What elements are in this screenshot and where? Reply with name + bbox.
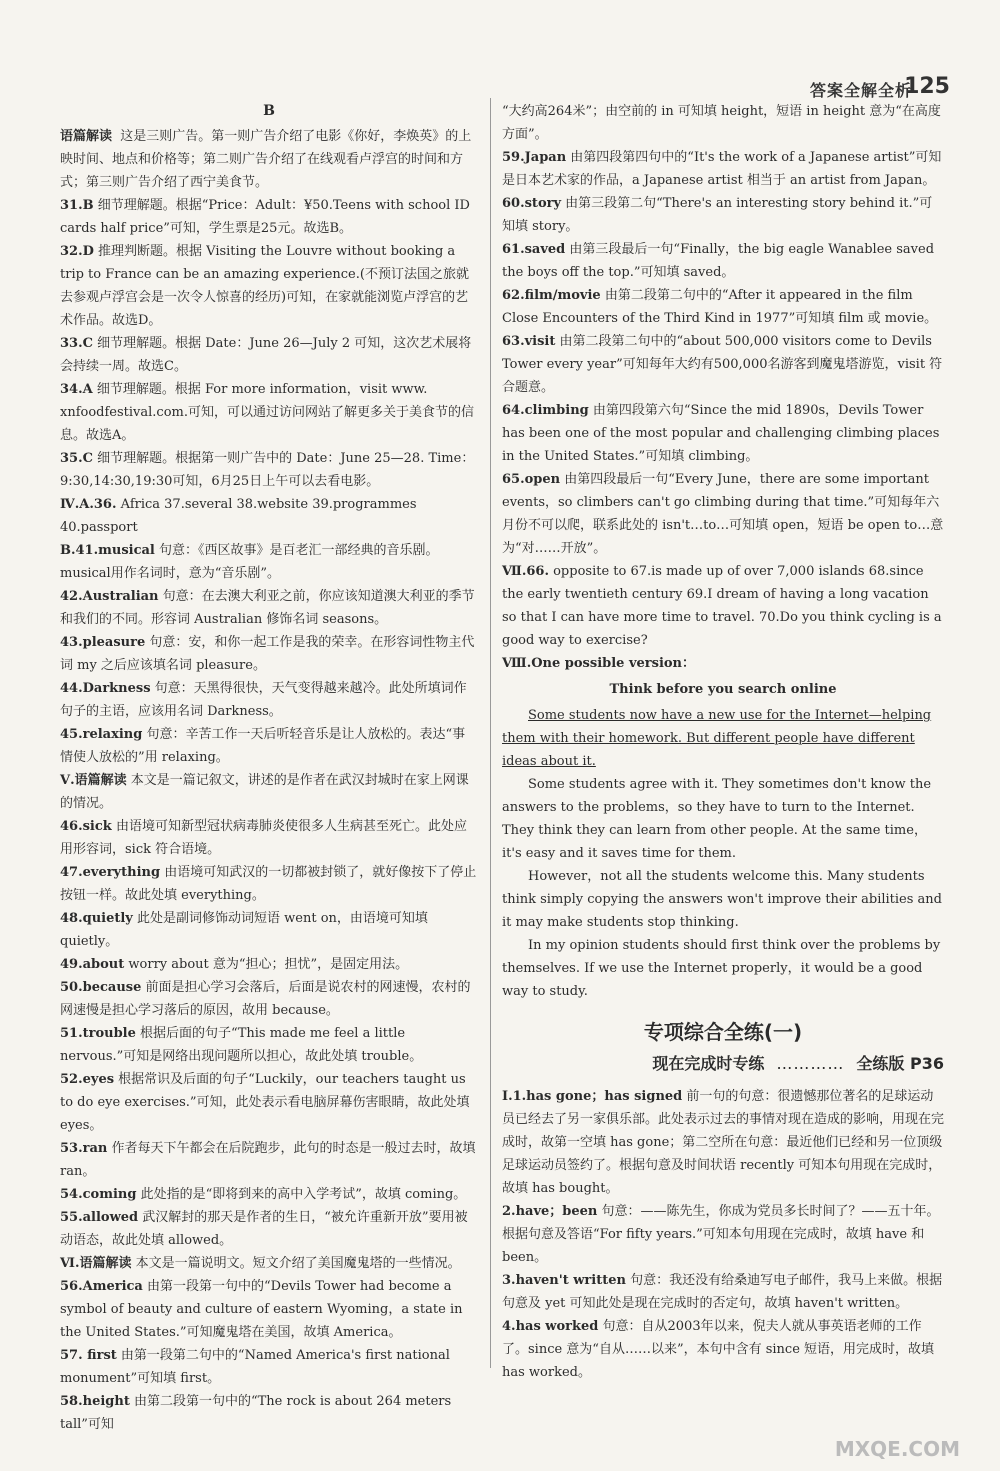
essay-paragraph: In my opinion students should first think over the problems by themselves. If we use the Internet properly，it would be a good way to study.: [502, 938, 941, 999]
answer-number: 60.story: [502, 196, 562, 211]
left-answer-list: [60, 194, 478, 1436]
answer-text: 此处指的是“即将到来的高中入学考试”，故填 coming。: [140, 1187, 467, 1202]
answer-text: 由第四段第四句中的“It's the work of a Japanese artist”可知是日本艺术家的作品，a Japanese artist 相当于 an artist from Japan。: [502, 150, 942, 188]
sub-dots: …………: [776, 1054, 845, 1073]
answer-text: 细节理解题。根据 For more information，visit www. xnfoodfestival.com.可知，可以通过访问网站了解更多关于美食节的信息。故选A。: [60, 382, 475, 443]
answer-item: [60, 493, 478, 539]
answer-text: 本文是一篇记叙文，讲述的是作者在武汉封城时在家上网课的情况。: [60, 773, 469, 811]
answer-item: [60, 378, 478, 447]
answer-item: [60, 953, 478, 976]
answer-text: “大约高264米”；由空前的 in 可知填 height，短语 in height 意为“在高度方面”。: [502, 104, 941, 142]
answer-number: 47.everything: [60, 865, 161, 880]
answer-text: 细节理解题。根据“Price：Adult：¥50.Teens with school ID cards half price”可知，学生票是25元。故选B。: [60, 198, 470, 236]
answer-item: [60, 1344, 478, 1390]
answer-number: 61.saved: [502, 242, 566, 257]
answer-item: [60, 332, 478, 378]
answer-number: 58.height: [60, 1394, 130, 1409]
exercise-answer-list: [502, 1085, 944, 1384]
answer-text: 由第三段第二句“There's an interesting story behind it.”可知填 story。: [502, 196, 933, 234]
answer-text: Africa 37.several 38.website 39.programmes 40.passport: [60, 497, 417, 535]
answer-number: 32.D: [60, 244, 94, 259]
answer-item: [60, 631, 478, 677]
answer-item: [60, 1137, 478, 1183]
page-number: 125: [904, 74, 950, 99]
answer-text: 推理判断题。根据 Visiting the Louvre without booking a trip to France can be an amazing experience.(不预订法国之旅就去参观卢浮宫会是一次令人惊喜的经历)可知，在家就能浏览卢浮宫的艺术作品。故选D。: [60, 244, 469, 328]
essay-paragraph: Some students agree with it. They sometimes don't know the answers to the problems，so they have to turn to the Internet. They think they can learn from other people. At the same time，it's easy and it saves time for them.: [502, 777, 932, 861]
answer-text: 句意：《西区故事》是百老汇一部经典的音乐剧。musical用作名词时，意为“音乐剧”。: [60, 543, 439, 581]
answer-number: 63.visit: [502, 334, 556, 349]
essay-title: Think before you search online: [609, 682, 837, 697]
answer-text: opposite to 67.is made up of over 7,000 islands 68.since the early twentieth century 69.I dream of having a long vacation so that I can have more time to travel. 70.Do you think cycling is a good way to exercise?: [502, 564, 942, 648]
answer-text: 由第三段最后一句“Finally，the big eagle Wanablee saved the boys off the top.”可知填 saved。: [502, 242, 935, 280]
answer-item: [502, 1085, 944, 1200]
answer-text: 句意：——陈先生，你成为党员多长时间了？——五十年。根据句意及答语“For fifty years.”可知本句用现在完成时，故填 have 和 been。: [502, 1204, 940, 1265]
sub-ref: 全练版 P36: [856, 1054, 944, 1073]
answer-item: [502, 652, 944, 675]
answer-number: 54.coming: [60, 1187, 137, 1202]
answer-item: [60, 194, 478, 240]
answer-item: [60, 447, 478, 493]
answer-number: Ⅷ.One possible version：: [502, 656, 696, 671]
section-b-title: B: [263, 103, 275, 119]
answer-number: Ⅶ.66.: [502, 564, 549, 579]
intro-label: 语篇解读: [60, 129, 113, 144]
answer-number: 55.allowed: [60, 1210, 139, 1225]
answer-item: [60, 1390, 478, 1436]
answer-text: 句意：安，和你一起工作是我的荣幸。在形容词性物主代词 my 之后应该填名词 pleasure。: [60, 635, 475, 673]
answer-text: 由语境可知新型冠状病毒肺炎使很多人生病甚至死亡。此处应用形容词，sick 符合语境。: [60, 819, 467, 857]
answer-number: 64.climbing: [502, 403, 589, 418]
answer-item: [60, 585, 478, 631]
answer-item: [60, 240, 478, 332]
answer-text: 由第四段第六句“Since the mid 1890s，Devils Tower has been one of the most popular and challenging climbing places in the United States.”可知填 climbing。: [502, 403, 940, 464]
answer-text: 由第一段第二句中的“Named America's first national monument”可知填 first。: [60, 1348, 450, 1386]
answer-item: [60, 861, 478, 907]
answer-text: 根据后面的句子“This made me feel a little nervous.”可知是网络出现问题所以担心，故此处填 trouble。: [60, 1026, 423, 1064]
answer-number: 45.relaxing: [60, 727, 143, 742]
answer-number: 31.B: [60, 198, 94, 213]
answer-text: 此处是副词修饰动词短语 went on，由语境可知填 quietly。: [60, 911, 428, 949]
answer-text: 由第二段第一句中的“The rock is about 264 meters tall”可知: [60, 1394, 452, 1432]
section-title: 专项综合全练(一): [643, 1020, 803, 1044]
answer-item: [60, 723, 478, 769]
answer-number: 57. first: [60, 1348, 117, 1363]
answer-text: 本文是一篇说明文。短文介绍了美国魔鬼塔的一些情况。: [135, 1256, 461, 1271]
answer-text: 句意：我还没有给桑迪写电子邮件，我马上来做。根据句意及 yet 可知此处是现在完成时的否定句，故填 haven't written。: [502, 1273, 943, 1311]
answer-text: 前面是担心学习会落后，后面是说农村的网速慢，农村的网速慢是担心学习落后的原因，故用 because。: [60, 980, 471, 1018]
answer-number: 35.C: [60, 451, 93, 466]
answer-number: Ⅰ.1.has gone；has signed: [502, 1089, 683, 1104]
answer-number: 33.C: [60, 336, 93, 351]
watermark-text: MXQE.COM: [834, 1437, 960, 1461]
answer-text: 作者每天下午都会在后院跑步，此句的时态是一般过去时，故填 ran。: [60, 1141, 476, 1179]
sub-title-row: [502, 1052, 944, 1075]
answer-text: 由第四段最后一句“Every June，there are some important events，so climbers can't go climbing during that time.”可知每年六月份不可以爬，联系此处的 isn't…to…可知填 open，短语 be open to…意为“对……开放”。: [502, 472, 944, 556]
answer-item: [60, 677, 478, 723]
answer-text: 句意：辛苦工作一天后听轻音乐是让人放松的。表达“事情使人放松的”用 relaxing。: [60, 727, 466, 765]
answer-text: 由第二段第二句中的“After it appeared in the film Close Encounters of the Third Kind in 1977”可知填 film 或 movie。: [502, 288, 938, 326]
answer-number: 4.has worked: [502, 1319, 599, 1334]
page-header: [0, 0, 1000, 110]
answer-number: 50.because: [60, 980, 142, 995]
answer-number: 48.quietly: [60, 911, 133, 926]
answer-text: 由第二段第二句中的“about 500,000 visitors come to Devils Tower every year”可知每年大约有500,000名游客到魔鬼塔游览，visit 符合题意。: [502, 334, 943, 395]
left-column: [60, 100, 478, 1436]
answer-text: 根据常识及后面的句子“Luckily，our teachers taught us to do eye exercises.”可知，此处表示看电脑屏幕伤害眼睛，故此处填 eyes。: [60, 1072, 470, 1133]
answer-number: 62.film/movie: [502, 288, 601, 303]
essay-paragraph: Some students now have a new use for the Internet—helping them with their homework. But different people have different ideas about it.: [502, 708, 932, 769]
answer-number: 51.trouble: [60, 1026, 136, 1041]
answer-item: [502, 1315, 944, 1384]
answer-text: 句意：自从2003年以来，倪夫人就从事英语老师的工作了。since 意为“自从……以来”，本句中含有 since 短语，用完成时，故填 has worked。: [502, 1319, 935, 1380]
answer-number: B.41.musical: [60, 543, 155, 558]
answer-text: 由语境可知武汉的一切都被封锁了，就好像按下了停止按钮一样。故此处填 everything。: [60, 865, 477, 903]
header-title: 答案全解全析: [809, 81, 912, 100]
answer-item: [502, 146, 944, 192]
watermark-logo: [770, 1385, 990, 1465]
answer-text: worry about 意为“担心；担忧”，是固定用法。: [128, 957, 409, 972]
answer-item: [502, 468, 944, 560]
answer-number: 2.have；been: [502, 1204, 598, 1219]
answer-item: [60, 539, 478, 585]
answer-item: [502, 238, 944, 284]
answer-number: 44.Darkness: [60, 681, 151, 696]
answer-item: [60, 1275, 478, 1344]
answer-number: 49.about: [60, 957, 125, 972]
answer-item: [60, 1252, 478, 1275]
answer-number: 43.pleasure: [60, 635, 146, 650]
answer-item: [502, 192, 944, 238]
answer-item: [60, 976, 478, 1022]
answer-text: 句意：天黑得很快，天气变得越来越冷。此处所填词作句子的主语，应该用名词 Darkness。: [60, 681, 467, 719]
answer-number: 3.haven't written: [502, 1273, 626, 1288]
answer-item: [502, 1200, 944, 1269]
answer-text: 句意：在去澳大利亚之前，你应该知道澳大利亚的季节和我们的不同。形容词 Australian 修饰名词 seasons。: [60, 589, 475, 627]
intro-text: 这是三则广告。第一则广告介绍了电影《你好，李焕英》的上映时间、地点和价格等；第二则广告介绍了在线观看卢浮宫的时间和方式；第三则广告介绍了西宁美食节。: [60, 129, 472, 190]
answer-text: 前一句的句意：很遗憾那位著名的足球运动员已经去了另一家俱乐部。此处表示过去的事情对现在造成的影响，用现在完成时，故第一空填 has gone；第二空所在句意：最近他们已经和另一位顶级足球运动员签约了。根据句意及时间状语 recently 可知本句用现在完成时，故填 has bought。: [502, 1089, 945, 1196]
answer-item: [502, 1269, 944, 1315]
answer-item: [502, 284, 944, 330]
answer-text: 由第一段第一句中的“Devils Tower had become a symbol of beauty and culture of eastern Wyoming，a state in the United States.”可知魔鬼塔在美国，故填 America。: [60, 1279, 463, 1340]
answer-number: 42.Australian: [60, 589, 159, 604]
answer-number: 59.Japan: [502, 150, 567, 165]
sub-title: 现在完成时专练: [652, 1054, 765, 1073]
answer-item: [502, 100, 944, 146]
right-column: [502, 100, 944, 1384]
answer-number: 53.ran: [60, 1141, 108, 1156]
answer-number: 52.eyes: [60, 1072, 115, 1087]
answer-item: [60, 907, 478, 953]
answer-number: 65.open: [502, 472, 561, 487]
answer-number: 46.sick: [60, 819, 112, 834]
answer-number: Ⅳ.A.36.: [60, 497, 117, 512]
answer-item: [60, 769, 478, 815]
answer-text: 细节理解题。根据 Date：June 26—July 2 可知，这次艺术展将会持续一周。故选C。: [60, 336, 472, 374]
answer-item: [60, 1206, 478, 1252]
answer-item: [60, 1022, 478, 1068]
answer-item: [60, 1068, 478, 1137]
answer-number: Ⅴ.语篇解读: [60, 773, 127, 788]
right-answer-list: [502, 100, 944, 675]
answer-text: 武汉解封的那天是作者的生日，“被允许重新开放”要用被动语态，故此处填 allowed。: [60, 1210, 468, 1248]
answer-number: 56.America: [60, 1279, 143, 1294]
answer-item: [60, 1183, 478, 1206]
answer-text: 细节理解题。根据第一则广告中的 Date：June 25—28. Time：9:30,14:30,19:30可知，6月25日上午可以去看电影。: [60, 451, 475, 489]
answer-item: [502, 560, 944, 652]
essay-body: [502, 704, 944, 1003]
answer-item: [60, 815, 478, 861]
answer-number: Ⅵ.语篇解读: [60, 1256, 132, 1271]
answer-item: [502, 330, 944, 399]
answer-item: [502, 399, 944, 468]
column-divider: [490, 98, 491, 1368]
answer-number: 34.A: [60, 382, 93, 397]
essay-paragraph: However，not all the students welcome this. Many students think simply copying the answers won't improve their abilities and it may make students stop thinking.: [502, 869, 943, 930]
intro-paragraph: [60, 125, 478, 194]
